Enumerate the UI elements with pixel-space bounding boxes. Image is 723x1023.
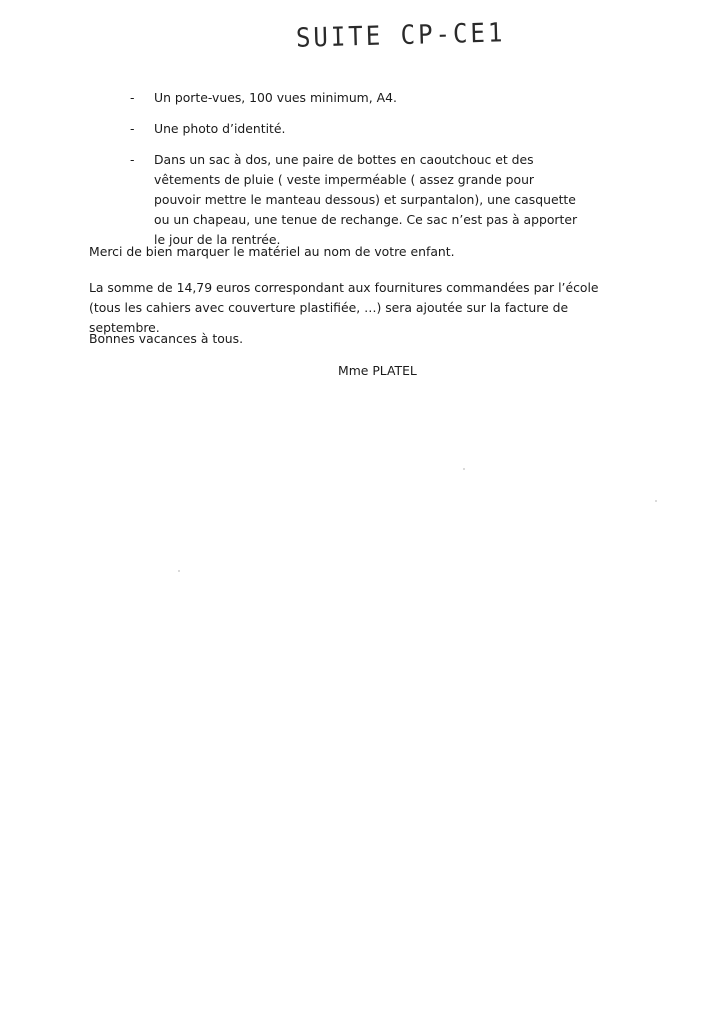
list-bullet: - [130, 90, 135, 105]
list-bullet: - [130, 152, 135, 167]
list-bullet: - [130, 121, 135, 136]
holidays-paragraph: Bonnes vacances à tous. [89, 331, 244, 346]
list-item-text: Un porte-vues, 100 vues minimum, A4. [154, 90, 397, 105]
list-item [0, 150, 584, 250]
list-item [0, 88, 584, 108]
scan-speck [463, 468, 465, 470]
scan-speck [655, 500, 657, 502]
sum-paragraph: La somme de 14,79 euros correspondant aux fournitures commandées par l’école (tous les cahiers avec couverture plastifiée, …) sera ajoutée sur la facture de septembre. [89, 280, 599, 335]
supplies-list [0, 88, 584, 261]
scan-speck [178, 570, 180, 572]
list-item-text: Une photo d’identité. [154, 121, 286, 136]
list-item [0, 119, 584, 139]
handwritten-title: SUITE CP-CE1 [295, 17, 506, 54]
signature: Mme PLATEL [338, 363, 417, 378]
list-item-text: Dans un sac à dos, une paire de bottes en caoutchouc et des vêtements de pluie ( veste imperméable ( assez grande pour pouvoir mettre le manteau dessous) et surpantalon), une casquette ou un chapeau, une tenue de rechange. Ce sac n’est pas à apporter le jour de la rentrée. [154, 152, 578, 247]
thanks-paragraph: Merci de bien marquer le matériel au nom de votre enfant. [89, 244, 455, 259]
